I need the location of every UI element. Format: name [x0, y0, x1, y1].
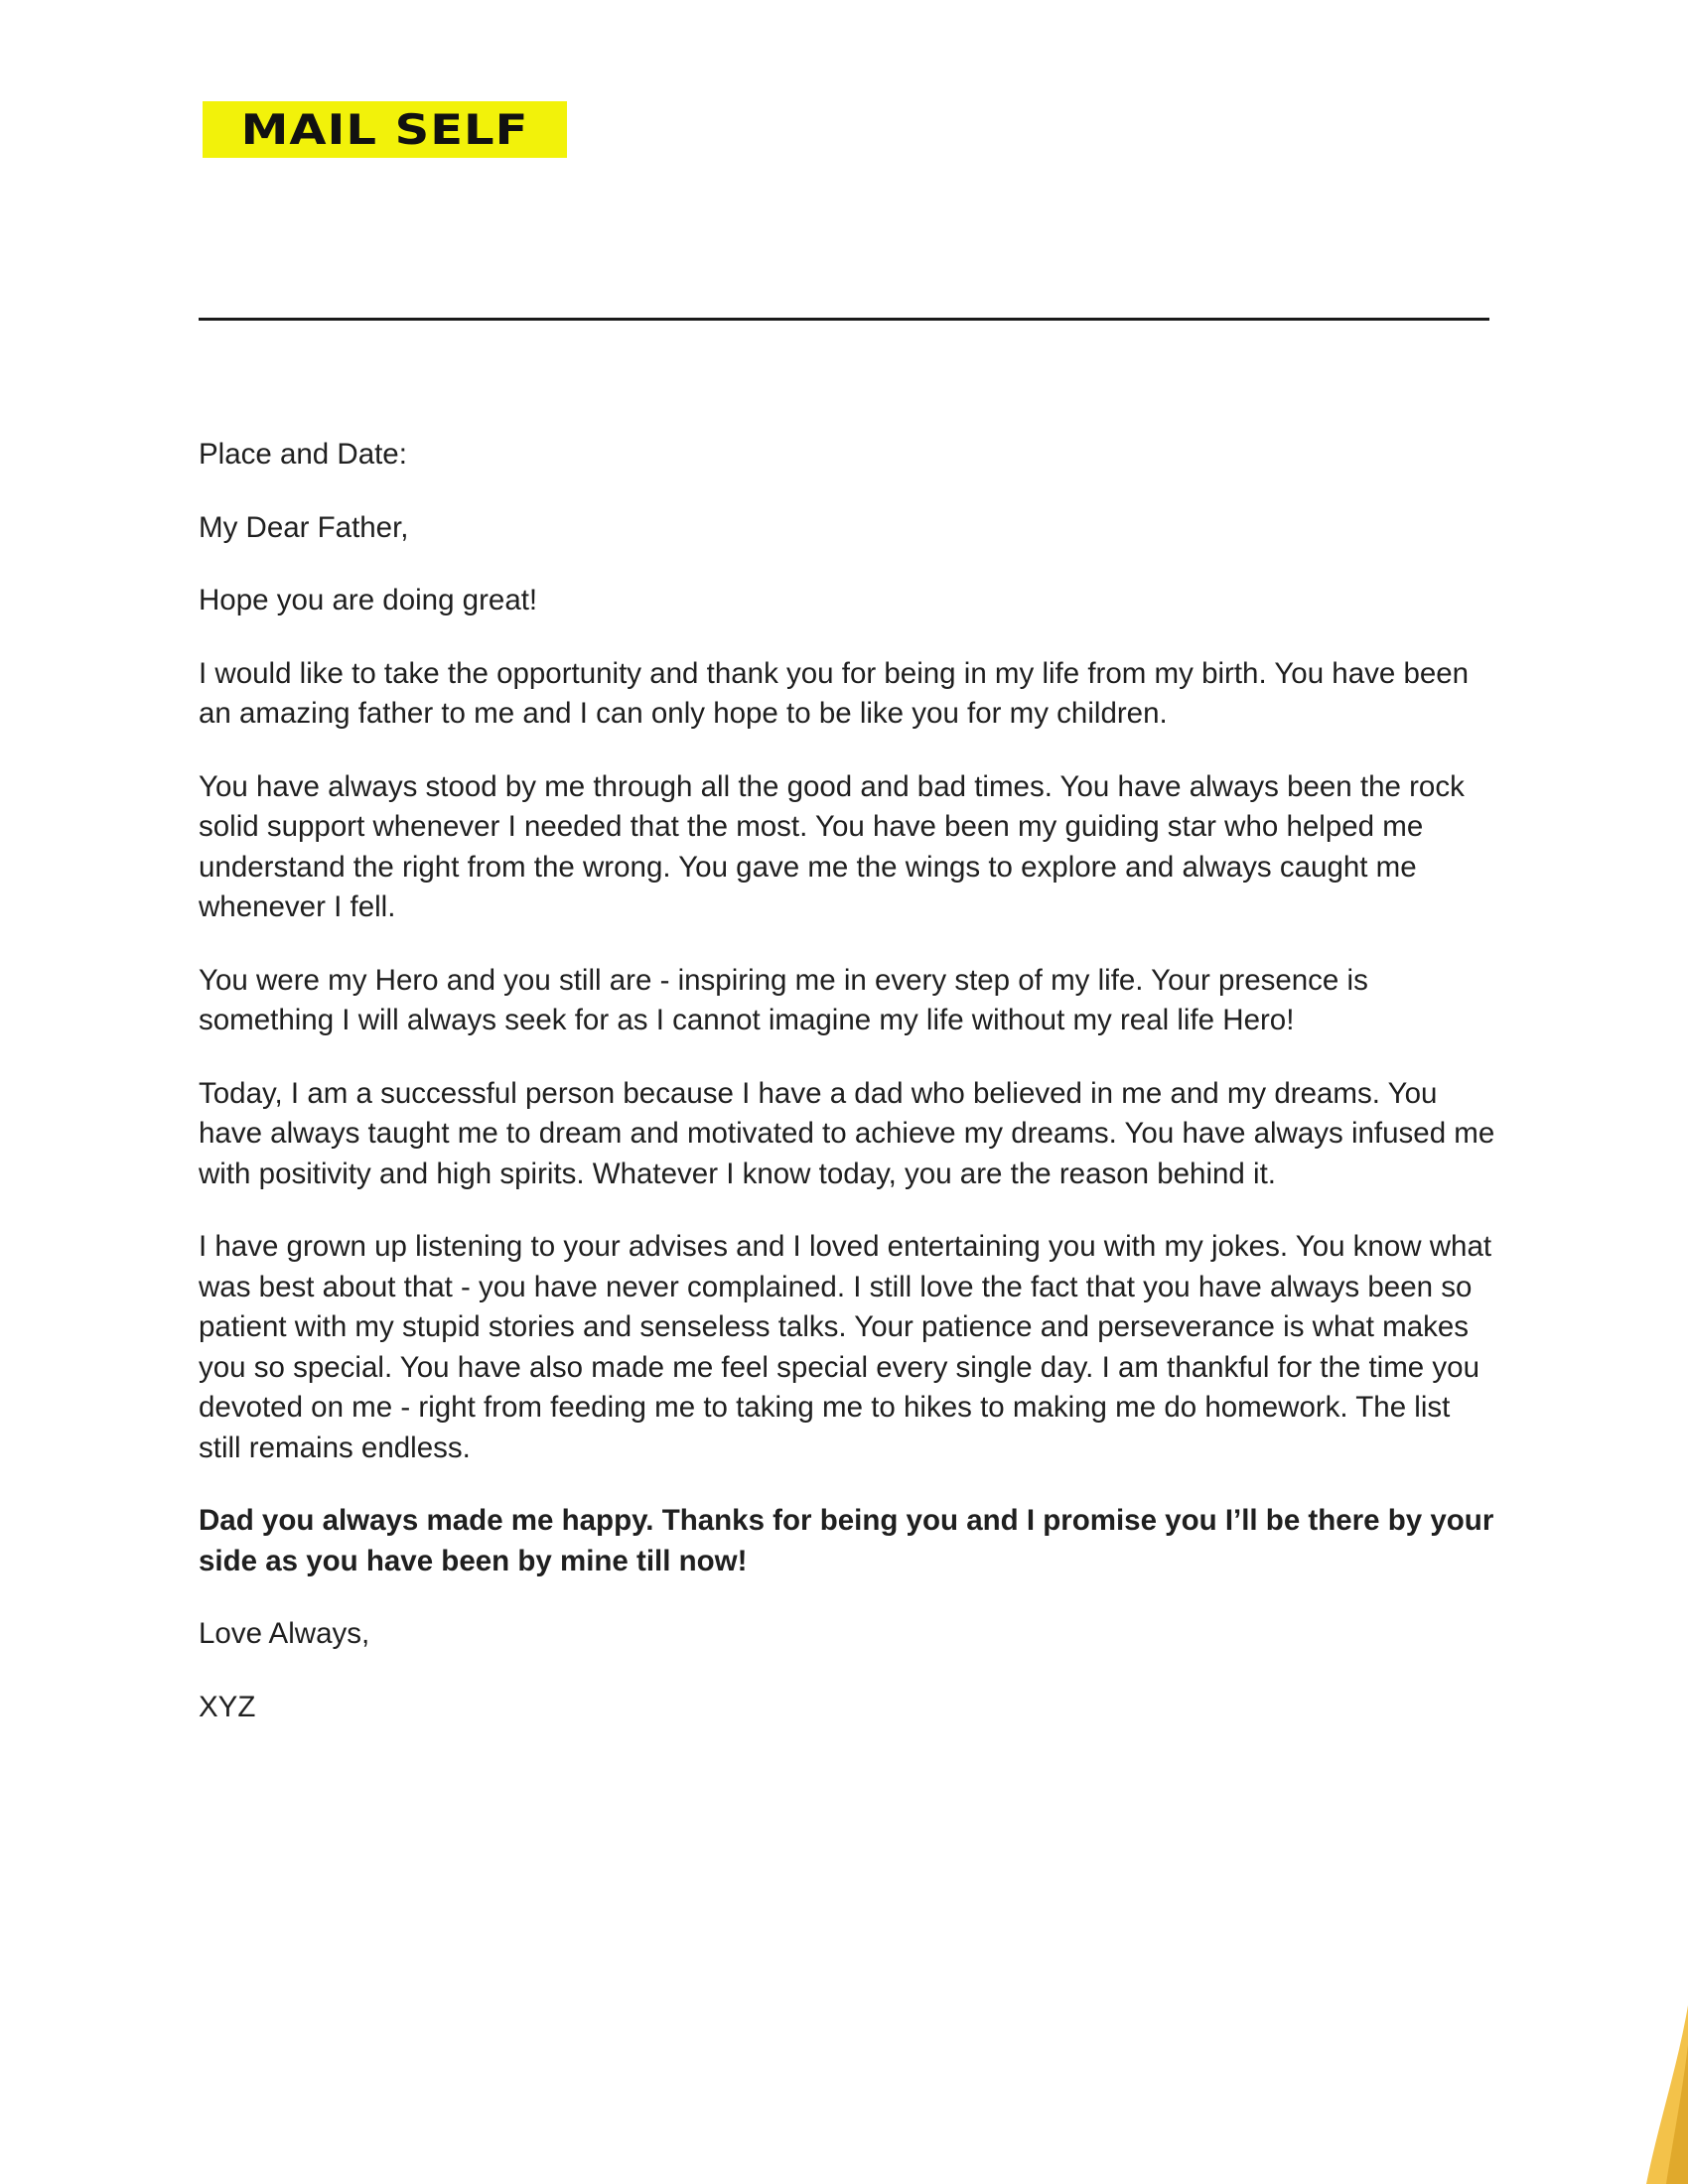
signature: XYZ	[199, 1690, 256, 1723]
closing-statement: Dad you always made me happy. Thanks for being you and I promise you I’ll be there by your side as you have been by mine till now!	[199, 1504, 1494, 1577]
header-divider	[199, 318, 1489, 321]
paragraph: You have always stood by me through all the good and bad times. You have always been the rock solid support whenever I needed that the most. You have been my guiding star who helped me understand the right from the wrong. You gave me the wings to explore and always caught me whenever I fell.	[199, 769, 1465, 923]
logo-to-text: to	[153, 106, 187, 141]
place-and-date: Place and Date:	[199, 438, 407, 471]
paragraph: I have grown up listening to your advises and I loved entertaining you with my jokes. You know what was best about that - you have never complained. I still love the fact that you have always been so patient with my stupid stories and senseless talks. Your patience and perseverance is what makes you so special. You have also made me feel special every single day. I am thankful for the time you devoted on me - right from feeding me to taking me to hikes to making me do homework. The list still remains endless.	[199, 1230, 1492, 1464]
corner-decoration	[1628, 2005, 1688, 2184]
mail-to-self-logo	[203, 101, 567, 158]
logo-text: MAIL SELF	[240, 104, 529, 155]
paragraph: Today, I am a successful person because I have a dad who believed in me and my dreams. You have always taught me to dream and motivated to achieve my dreams. You have always infused me with positivity and high spirits. Whatever I know today, you are the reason behind it.	[199, 1076, 1495, 1190]
paragraph: I would like to take the opportunity and thank you for being in my life from my birth. You have been an amazing father to me and I can only hope to be like you for my children.	[199, 656, 1470, 730]
paragraph: You were my Hero and you still are - inspiring me in every step of my life. Your presence is something I will always seek for as I cannot imagine my life without my real life Hero!	[199, 963, 1368, 1036]
greeting: Hope you are doing great!	[199, 584, 538, 616]
sign-off: Love Always,	[199, 1617, 370, 1650]
salutation: My Dear Father,	[199, 510, 409, 544]
letter-body	[199, 435, 1499, 1760]
